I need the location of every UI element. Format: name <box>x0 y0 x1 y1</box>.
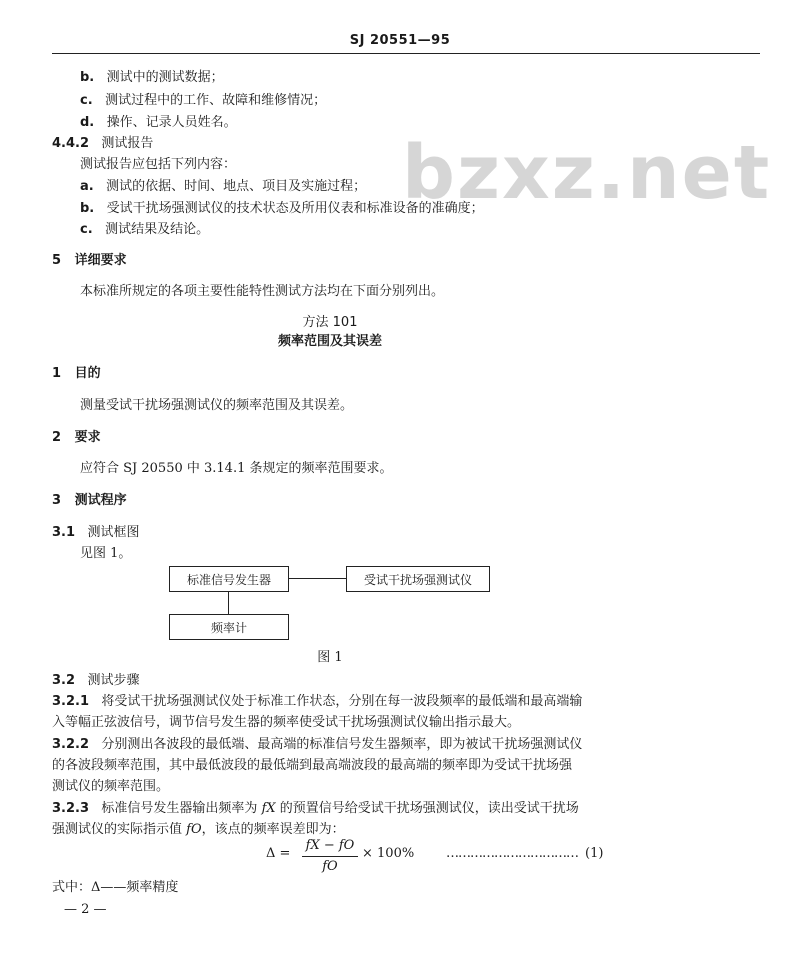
paragraph-3-2-3-line-1 <box>52 801 579 817</box>
section-3-2-heading <box>52 673 139 689</box>
section-number: 3 <box>52 493 62 508</box>
paragraph-text: 的预置信号给受试干扰场强测试仪，读出受试干扰场 <box>279 801 579 816</box>
section-title: 测试步骤 <box>87 673 140 688</box>
list-item-c <box>80 93 326 109</box>
paragraph-3-2-2-line-2: 的各波段频率范围，其中最低波段的最低端到最高端波段的最高端的频率即为受试干扰场强 <box>52 758 573 773</box>
paragraph-text: 强测试仪的实际指示值 <box>52 822 183 837</box>
section-3-1-heading <box>52 525 139 541</box>
section-title: 测试报告 <box>101 136 154 151</box>
section-title: 测试程序 <box>74 493 127 508</box>
list-text: 测试中的测试数据； <box>106 70 224 85</box>
method-section-1-heading <box>52 366 101 382</box>
section-number: 3.2.3 <box>52 801 90 816</box>
section-5-text: 本标准所规定的各项主要性能特性测试方法均在下面分别列出。 <box>80 284 445 299</box>
symbol-fx: fX <box>261 801 276 816</box>
section-number: 4.4.2 <box>52 136 90 151</box>
list-item-b2 <box>80 201 484 217</box>
section-5-heading <box>52 253 127 269</box>
paragraph-3-2-1-line-1 <box>52 694 582 710</box>
section-number: 3.2.1 <box>52 694 90 709</box>
list-text: 受试干扰场强测试仪的技术状态及所用仪表和标准设备的准确度； <box>106 201 484 216</box>
formula-where: 式中：Δ——频率精度 <box>52 880 179 895</box>
page-header: SJ 20551—95 <box>349 33 451 48</box>
list-mark: c. <box>80 93 93 108</box>
section-title: 测试框图 <box>87 525 140 540</box>
list-item-d <box>80 115 237 131</box>
section-number: 2 <box>52 430 62 445</box>
paragraph-text: ，该点的频率误差即为： <box>201 822 345 837</box>
method-section-2-text: 应符合 SJ 20550 中 3.14.1 条规定的频率范围要求。 <box>80 461 393 476</box>
symbol-fo: fO <box>186 822 202 837</box>
formula-denominator: fO <box>322 859 338 874</box>
section-number: 3.2 <box>52 673 76 688</box>
formula-numerator: fX − fO <box>305 838 355 853</box>
method-section-3-heading <box>52 493 127 509</box>
list-item-a <box>80 179 366 195</box>
report-intro: 测试报告应包括下列内容： <box>80 157 237 172</box>
list-item-b <box>80 70 224 86</box>
section-title: 目的 <box>74 366 101 381</box>
list-text: 测试结果及结论。 <box>105 222 210 237</box>
section-4-4-2-heading <box>52 136 153 152</box>
frequency-counter-box: 频率计 <box>169 614 289 640</box>
field-strength-meter-box: 受试干扰场强测试仪 <box>346 566 490 592</box>
paragraph-3-2-2-line-1 <box>52 737 582 753</box>
section-title: 详细要求 <box>74 253 127 268</box>
watermark: bzxz.net <box>402 130 772 216</box>
header-rule <box>52 53 760 54</box>
page-number: — 2 — <box>64 902 107 917</box>
list-item-c2 <box>80 222 209 238</box>
paragraph-text: 分别测出各波段的最低端、最高端的标准信号发生器频率，即为被试干扰场强测试仪 <box>101 737 583 752</box>
list-mark: b. <box>80 201 95 216</box>
paragraph-text: 将受试干扰场强测试仪处于标准工作状态，分别在每一波段频率的最低端和最高端输 <box>101 694 583 709</box>
formula-label: (1) <box>585 846 604 861</box>
section-3-1-text: 见图 1。 <box>80 546 132 561</box>
section-number: 5 <box>52 253 62 268</box>
list-text: 测试过程中的工作、故障和维修情况； <box>105 93 327 108</box>
paragraph-text: 标准信号发生器输出频率为 <box>101 801 258 816</box>
method-title: 方法 101 <box>302 315 358 330</box>
formula-tail: × 100% <box>362 846 415 861</box>
paragraph-3-2-1-line-2: 入等幅正弦波信号，调节信号发生器的频率使受试干扰场强测试仪输出指示最大。 <box>52 715 521 730</box>
list-mark: c. <box>80 222 93 237</box>
list-mark: a. <box>80 179 94 194</box>
formula-lhs: Δ = <box>266 846 291 861</box>
method-section-1-text: 测量受试干扰场强测试仪的频率范围及其误差。 <box>80 398 354 413</box>
paragraph-3-2-3-line-2 <box>52 822 345 838</box>
method-section-2-heading <box>52 430 101 446</box>
list-text: 测试的依据、时间、地点、项目及实施过程； <box>106 179 367 194</box>
list-text: 操作、记录人员姓名。 <box>106 115 237 130</box>
section-title: 要求 <box>74 430 101 445</box>
method-subtitle: 频率范围及其误差 <box>277 334 382 349</box>
formula-leader-dots: …………………………… <box>446 846 578 861</box>
paragraph-3-2-2-line-3: 测试仪的频率范围。 <box>52 779 170 794</box>
connector-line-vertical <box>228 592 229 614</box>
connector-line-horizontal <box>289 578 346 579</box>
list-mark: d. <box>80 115 95 130</box>
list-mark: b. <box>80 70 95 85</box>
section-number: 3.2.2 <box>52 737 90 752</box>
signal-generator-box: 标准信号发生器 <box>169 566 289 592</box>
section-number: 1 <box>52 366 62 381</box>
figure-caption: 图 1 <box>317 650 343 665</box>
section-number: 3.1 <box>52 525 76 540</box>
fraction-bar <box>302 856 358 857</box>
